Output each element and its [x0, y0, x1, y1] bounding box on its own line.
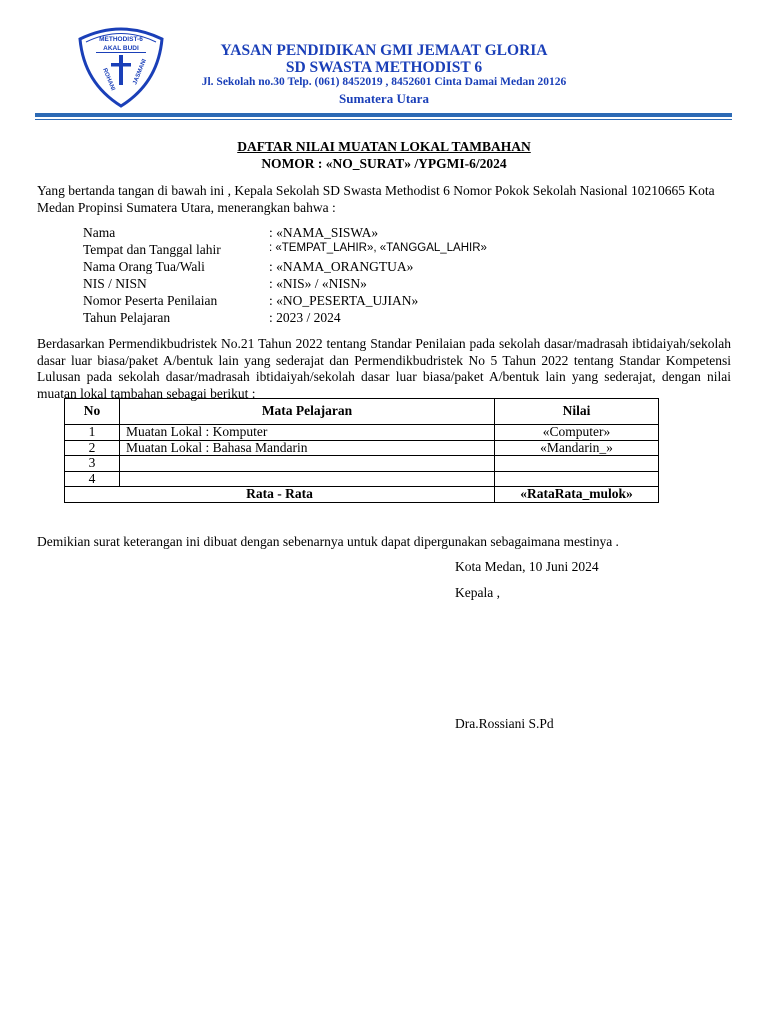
row-no: 2	[65, 440, 120, 456]
logo-mid-text: AKAL BUDI	[103, 45, 139, 52]
header-no: No	[65, 399, 120, 425]
signature-place-date: Kota Medan, 10 Juni 2024	[455, 559, 599, 574]
info-label: Nama	[83, 225, 116, 240]
row-subject	[120, 471, 495, 487]
info-row	[83, 225, 487, 242]
info-row	[83, 293, 487, 310]
row-subject: Muatan Lokal : Bahasa Mandarin	[120, 440, 495, 456]
row-score: «Mandarin_»	[495, 440, 659, 456]
average-row	[65, 487, 659, 503]
header-rule-thick	[35, 113, 732, 117]
grades-header-row	[65, 399, 659, 425]
info-label: Tempat dan Tanggal lahir	[83, 242, 221, 257]
closing-paragraph: Demikian surat keterangan ini dibuat dengan sebenarnya untuk dapat dipergunakan sebagaimana mestinya .	[37, 534, 619, 549]
document-number: NOMOR : «NO_SURAT» /YPGMI-6/2024	[261, 156, 507, 171]
info-value: : «TEMPAT_LAHIR», «TANGGAL_LAHIR»	[269, 242, 487, 254]
grades-table	[64, 398, 659, 503]
info-value: : «NO_PESERTA_UJIAN»	[269, 293, 419, 308]
header-score: Nilai	[495, 399, 659, 425]
basis-paragraph: Berdasarkan Permendikbudristek No.21 Tahun 2022 tentang Standar Penilaian pada sekolah dasar/madrasah ibtidaiyah/sekolah dasar luar biasa/paket A/bentuk lain yang sederajat dan Permendikbudristek No 5 Tahun 2022 tentang Standar Kompetensi Lulusan pada sekolah dasar/madrasah ibtidaiyah/sekolah dasar luar biasa/paket A/bentuk lain yang sederajat, dengan nilai muatan lokal tambahan sebagai berikut :	[37, 336, 731, 401]
row-no: 4	[65, 471, 120, 487]
intro-paragraph: Yang bertanda tangan di bawah ini , Kepala Sekolah SD Swasta Methodist 6 Nomor Pokok Sekolah Nasional 10210665 Kota Medan Propinsi Sumatera Utara, menerangkan bahwa :	[37, 183, 715, 215]
table-row	[65, 456, 659, 472]
info-value: : «NAMA_SISWA»	[269, 225, 379, 240]
school-province: Sumatera Utara	[339, 91, 429, 106]
signature-role: Kepala ,	[455, 585, 500, 600]
info-label: Nama Orang Tua/Wali	[83, 259, 205, 274]
row-no: 1	[65, 425, 120, 441]
info-row	[83, 259, 487, 276]
school-logo	[76, 25, 166, 109]
info-label: Nomor Peserta Penilaian	[83, 293, 218, 308]
average-label: Rata - Rata	[65, 487, 495, 503]
info-row	[83, 310, 487, 327]
document-title: DAFTAR NILAI MUATAN LOKAL TAMBAHAN	[237, 139, 531, 154]
info-value: : «NAMA_ORANGTUA»	[269, 259, 414, 274]
row-score	[495, 456, 659, 472]
foundation-name: YASAN PENDIDIKAN GMI JEMAAT GLORIA	[220, 42, 548, 59]
logo-top-text: METHODIST-6	[99, 36, 143, 43]
logo-right-text: JASMANI	[132, 58, 148, 86]
info-label: Tahun Pelajaran	[83, 310, 171, 325]
school-address: Jl. Sekolah no.30 Telp. (061) 8452019 , 8452601 Cinta Damai Medan 20126	[201, 76, 567, 88]
table-row	[65, 440, 659, 456]
signature-name: Dra.Rossiani S.Pd	[455, 716, 554, 731]
row-subject: Muatan Lokal : Komputer	[120, 425, 495, 441]
row-no: 3	[65, 456, 120, 472]
info-value: : 2023 / 2024	[269, 310, 341, 325]
info-label: NIS / NISN	[83, 276, 147, 291]
info-row	[83, 242, 487, 259]
school-name: SD SWASTA METHODIST 6	[285, 59, 483, 76]
info-value: : «NIS» / «NISN»	[269, 276, 367, 291]
logo-left-text: ROHANI	[101, 67, 116, 92]
row-score	[495, 471, 659, 487]
row-subject	[120, 456, 495, 472]
info-row	[83, 276, 487, 293]
student-info-table	[83, 225, 487, 327]
table-row	[65, 471, 659, 487]
header-subject: Mata Pelajaran	[120, 399, 495, 425]
header-rule-thin	[35, 119, 732, 120]
average-value: «RataRata_mulok»	[495, 487, 659, 503]
row-score: «Computer»	[495, 425, 659, 441]
table-row	[65, 425, 659, 441]
